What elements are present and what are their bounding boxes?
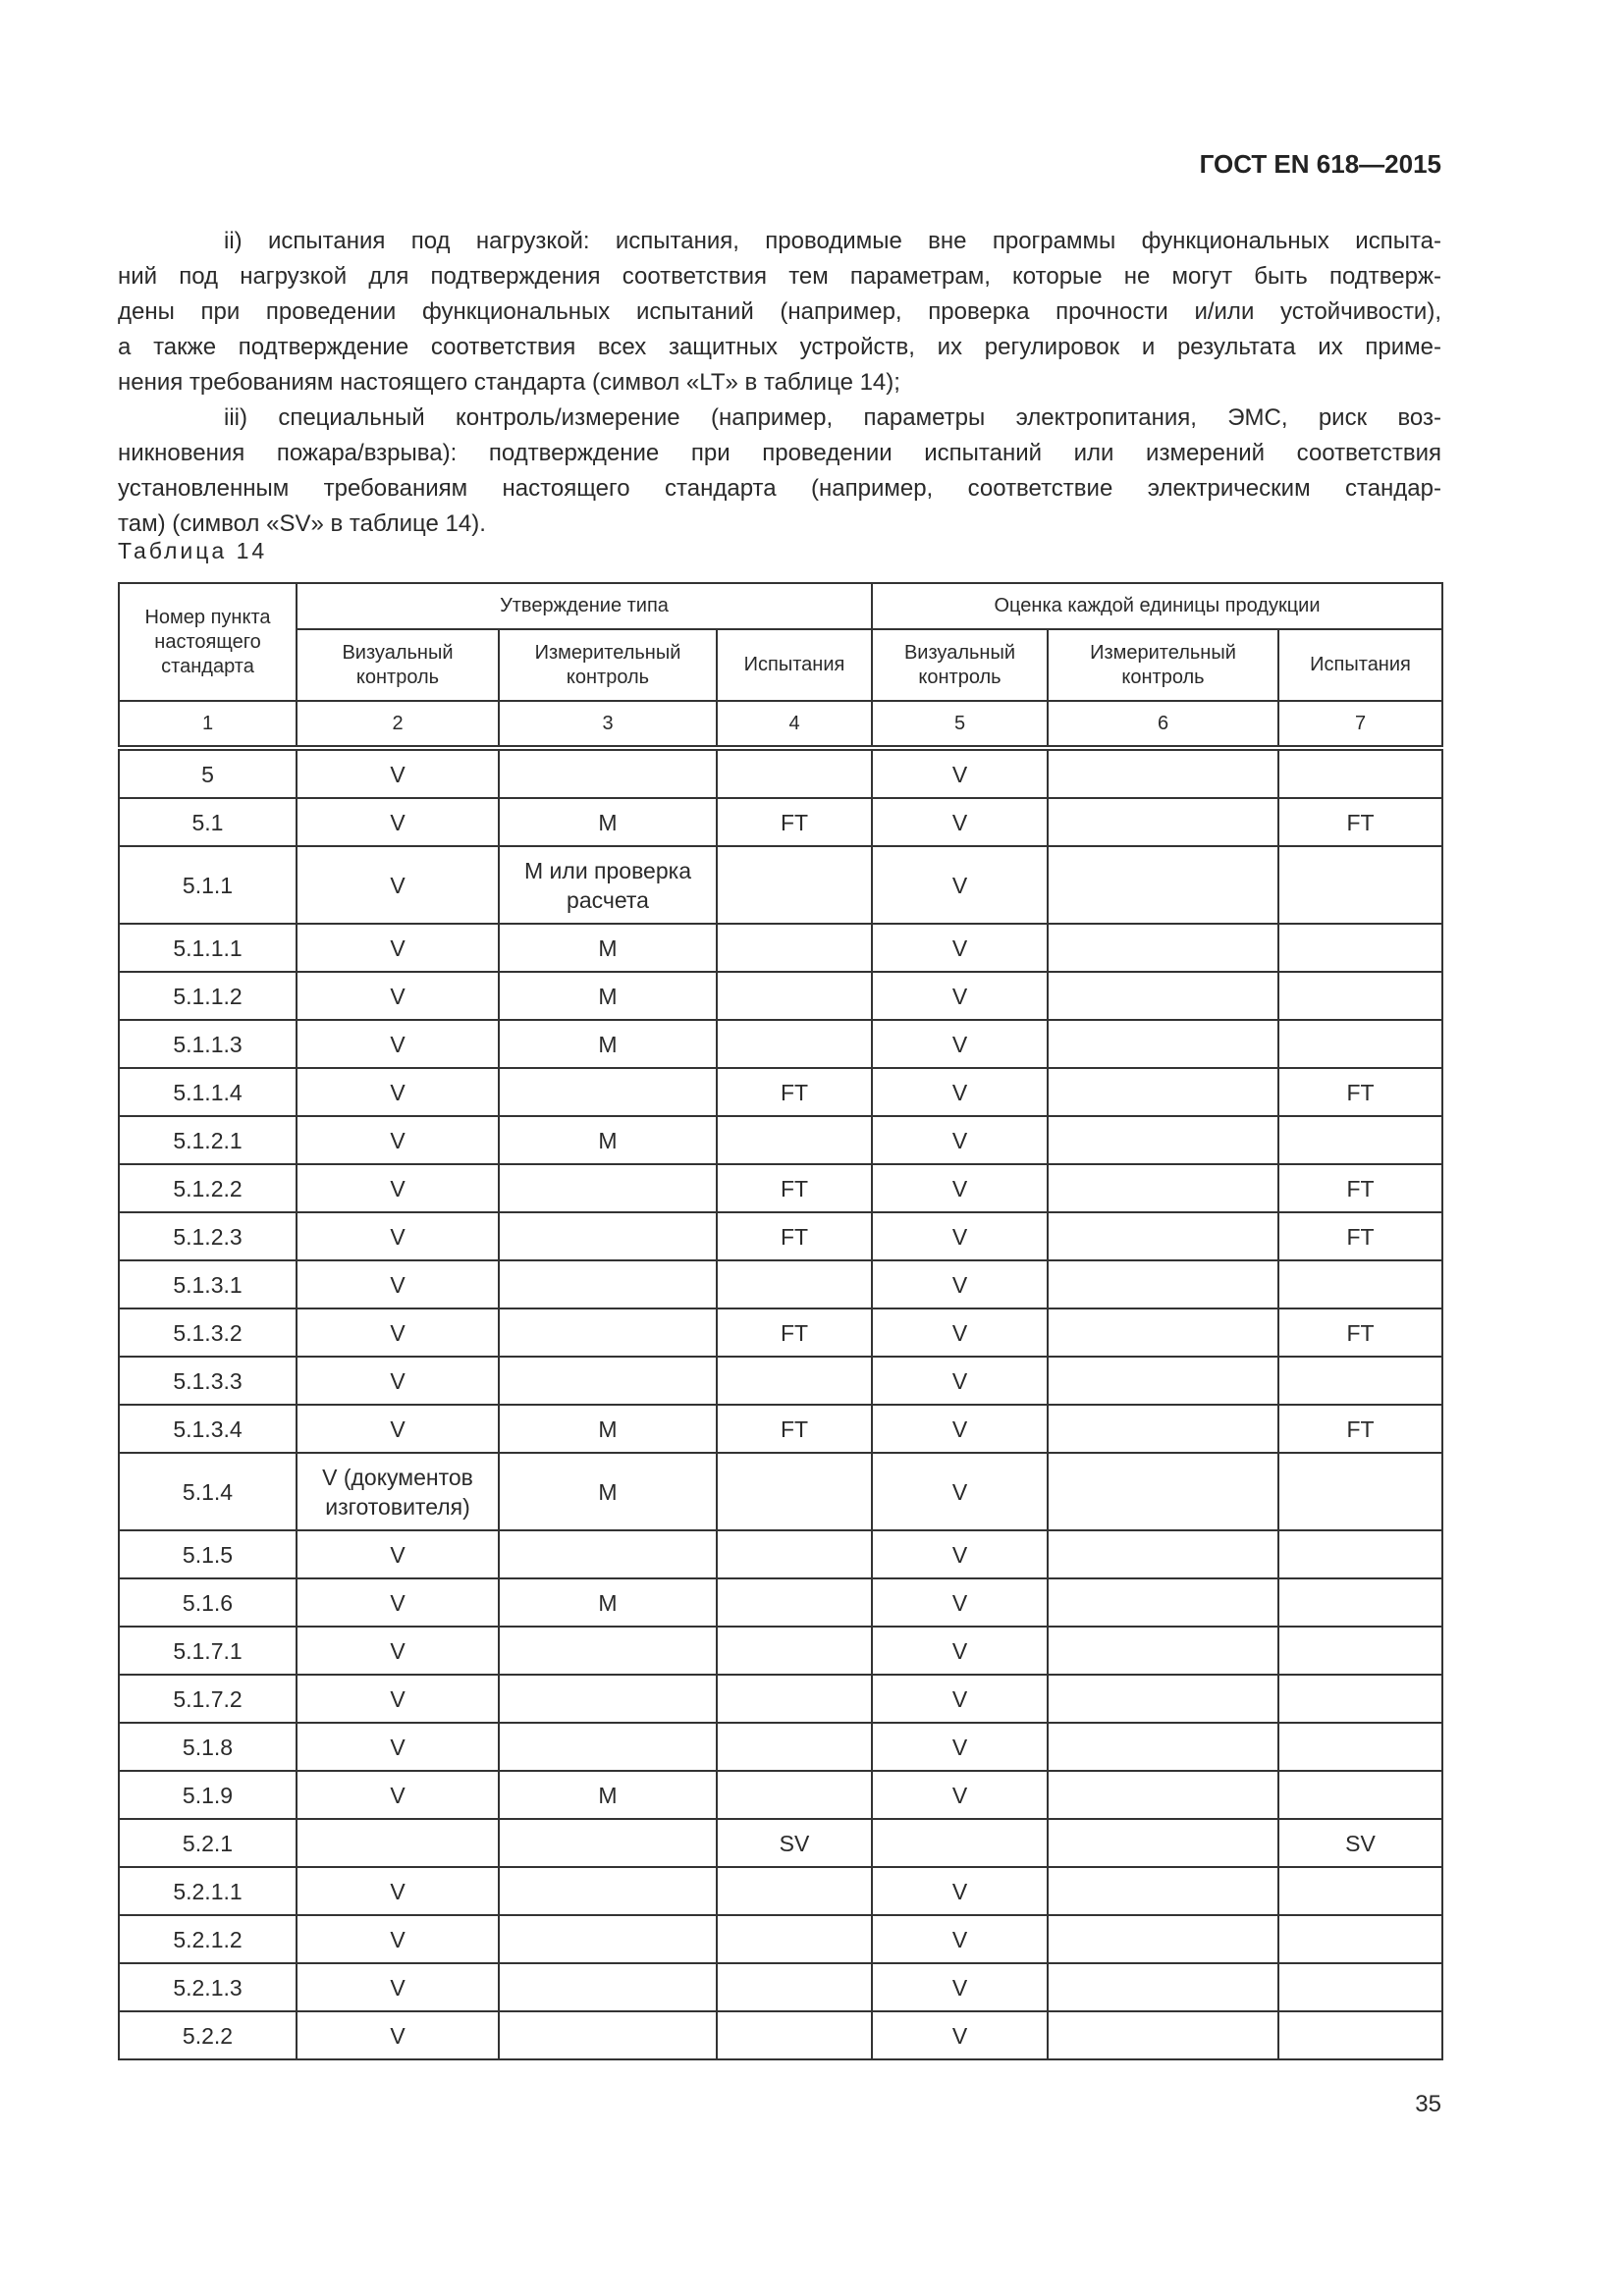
table-cell: V — [872, 1453, 1048, 1530]
paragraph-line: там) (символ «SV» в таблице 14). — [118, 510, 486, 537]
clause-number-cell: 5.1.1.2 — [119, 972, 297, 1020]
table-cell: V — [297, 1963, 499, 2011]
table-cell: V — [297, 748, 499, 798]
table-cell: V — [297, 924, 499, 972]
clause-number-cell: 5.2.1 — [119, 1819, 297, 1867]
table-cell — [1048, 846, 1278, 924]
table-row — [119, 1116, 1442, 1164]
table-cell — [1278, 748, 1442, 798]
table-cell: V — [872, 798, 1048, 846]
subheader: Визуальный контроль — [297, 629, 499, 701]
table-cell — [499, 1308, 717, 1357]
table-cell: V — [297, 1308, 499, 1357]
table-cell: V — [872, 1723, 1048, 1771]
table-cell: FT — [1278, 1068, 1442, 1116]
table-cell — [1048, 1405, 1278, 1453]
table-cell — [1278, 1530, 1442, 1578]
table-cell: V — [297, 1867, 499, 1915]
clause-number-cell: 5.1.3.2 — [119, 1308, 297, 1357]
table-row — [119, 748, 1442, 798]
table-cell — [499, 1357, 717, 1405]
table-row — [119, 1723, 1442, 1771]
table-cell — [1048, 1627, 1278, 1675]
table-row — [119, 924, 1442, 972]
table-cell — [1048, 972, 1278, 1020]
subheader: Визуальный контроль — [872, 629, 1048, 701]
table-cell: FT — [1278, 1212, 1442, 1260]
table-cell — [1048, 1453, 1278, 1530]
table-cell: M — [499, 972, 717, 1020]
clause-number-cell: 5.1.3.3 — [119, 1357, 297, 1405]
table-cell: V — [297, 2011, 499, 2059]
table-cell — [1048, 1867, 1278, 1915]
table-cell: V — [297, 1915, 499, 1963]
table-cell — [499, 748, 717, 798]
clause-number-cell: 5.1.2.1 — [119, 1116, 297, 1164]
table-cell — [499, 1068, 717, 1116]
clause-number-cell: 5.1.6 — [119, 1578, 297, 1627]
table-cell: M — [499, 1771, 717, 1819]
table-row — [119, 1453, 1442, 1530]
col1-header: Номер пункта настоящего стандарта — [119, 583, 297, 701]
clause-number-cell: 5.1 — [119, 798, 297, 846]
col-number: 4 — [717, 701, 872, 748]
body-text — [118, 224, 1441, 542]
clause-number-cell: 5.1.9 — [119, 1771, 297, 1819]
table-cell — [1048, 1308, 1278, 1357]
table-cell — [1278, 972, 1442, 1020]
table-cell — [872, 1819, 1048, 1867]
paragraph-line: никновения пожара/взрыва): подтверждение при проведении испытаний или измерений соответствия — [118, 440, 1441, 466]
table-cell — [717, 1578, 872, 1627]
clause-number-cell: 5.1.5 — [119, 1530, 297, 1578]
table-cell — [1048, 1068, 1278, 1116]
table-caption: Таблица 14 — [118, 538, 268, 563]
table-cell — [1278, 1723, 1442, 1771]
col-number: 2 — [297, 701, 499, 748]
table-cell: V — [872, 1308, 1048, 1357]
clause-number-cell: 5.1.2.3 — [119, 1212, 297, 1260]
table-cell — [717, 1530, 872, 1578]
table-cell: FT — [717, 798, 872, 846]
table-cell — [717, 972, 872, 1020]
table-cell — [717, 1675, 872, 1723]
table-cell — [499, 2011, 717, 2059]
table-cell — [717, 1357, 872, 1405]
table-cell: V — [872, 1675, 1048, 1723]
subheader: Испытания — [1278, 629, 1442, 701]
table-cell: M — [499, 798, 717, 846]
table-row — [119, 1771, 1442, 1819]
col-number: 1 — [119, 701, 297, 748]
table-cell — [717, 1723, 872, 1771]
table-cell: V — [297, 846, 499, 924]
table-cell — [1278, 1771, 1442, 1819]
table-cell — [499, 1675, 717, 1723]
table-cell: FT — [717, 1405, 872, 1453]
table-row — [119, 972, 1442, 1020]
table-cell: V — [872, 2011, 1048, 2059]
table-cell — [717, 1116, 872, 1164]
table-cell — [1278, 1020, 1442, 1068]
table-cell: SV — [1278, 1819, 1442, 1867]
table-cell: V — [297, 1357, 499, 1405]
table-row — [119, 2011, 1442, 2059]
paragraph-line: ii) испытания под нагрузкой: испытания, проводимые вне программы функциональных испыта- — [224, 228, 1441, 254]
table-cell — [1048, 1116, 1278, 1164]
table-cell — [717, 1453, 872, 1530]
table-cell: V — [872, 1116, 1048, 1164]
table-cell: V — [297, 1578, 499, 1627]
table-cell — [1048, 924, 1278, 972]
table-cell: V — [872, 1963, 1048, 2011]
table-cell — [1278, 1675, 1442, 1723]
table-cell — [717, 846, 872, 924]
paragraph-line: iii) специальный контроль/измерение (например, параметры электропитания, ЭМС, риск воз- — [224, 404, 1441, 431]
table-cell — [1048, 748, 1278, 798]
table-cell — [1048, 1530, 1278, 1578]
table-cell: SV — [717, 1819, 872, 1867]
table-cell: V — [872, 1771, 1048, 1819]
table-cell — [717, 1627, 872, 1675]
table-cell: FT — [717, 1308, 872, 1357]
paragraph-line: нения требованиям настоящего стандарта (символ «LT» в таблице 14); — [118, 369, 900, 396]
table-cell — [297, 1819, 499, 1867]
table-cell — [1048, 1212, 1278, 1260]
table-cell — [1278, 846, 1442, 924]
clause-number-cell: 5.1.7.1 — [119, 1627, 297, 1675]
table-row — [119, 1530, 1442, 1578]
table-cell: V — [872, 1530, 1048, 1578]
table-cell — [1048, 1164, 1278, 1212]
table-cell: FT — [1278, 1405, 1442, 1453]
table-cell — [1278, 1116, 1442, 1164]
table-row — [119, 1164, 1442, 1212]
clause-number-cell: 5.1.1 — [119, 846, 297, 924]
table-row — [119, 1963, 1442, 2011]
table-cell: V (документов изготовителя) — [297, 1453, 499, 1530]
table-cell — [1278, 1627, 1442, 1675]
paragraph-line: дены при проведении функциональных испытаний (например, проверка прочности и/или устойчивости), — [118, 298, 1441, 325]
table-cell — [499, 1627, 717, 1675]
table-cell: V — [872, 1164, 1048, 1212]
table-row — [119, 1357, 1442, 1405]
table-cell: V — [872, 1068, 1048, 1116]
table-cell: V — [297, 1771, 499, 1819]
table-cell: V — [872, 1867, 1048, 1915]
col-number: 3 — [499, 701, 717, 748]
table-cell: M — [499, 1405, 717, 1453]
clause-number-cell: 5.1.2.2 — [119, 1164, 297, 1212]
table-cell: V — [872, 846, 1048, 924]
clause-number-cell: 5.2.2 — [119, 2011, 297, 2059]
table-cell: V — [297, 1723, 499, 1771]
group-header-type-approval: Утверждение типа — [297, 583, 872, 629]
table-cell — [499, 1212, 717, 1260]
table-cell: V — [297, 1068, 499, 1116]
table-cell: V — [872, 1020, 1048, 1068]
table-cell — [717, 1771, 872, 1819]
table-cell — [499, 1819, 717, 1867]
clause-number-cell: 5.2.1.2 — [119, 1915, 297, 1963]
table-cell: M — [499, 924, 717, 972]
table-cell: V — [297, 798, 499, 846]
table-cell: FT — [1278, 1164, 1442, 1212]
document-id: ГОСТ EN 618—2015 — [1199, 149, 1441, 179]
table-cell: V — [872, 1357, 1048, 1405]
table-cell — [1048, 1260, 1278, 1308]
subheader: Измерительный контроль — [499, 629, 717, 701]
table-cell: V — [872, 1578, 1048, 1627]
table-cell — [717, 748, 872, 798]
table-row — [119, 1867, 1442, 1915]
table-cell: V — [872, 1627, 1048, 1675]
clause-number-cell: 5.1.7.2 — [119, 1675, 297, 1723]
table-cell: V — [872, 972, 1048, 1020]
table-cell: V — [872, 1915, 1048, 1963]
table-cell — [1278, 1867, 1442, 1915]
table-cell — [499, 1915, 717, 1963]
table-row — [119, 798, 1442, 846]
table-14 — [118, 582, 1443, 2060]
table-cell: FT — [717, 1212, 872, 1260]
table-cell — [1048, 798, 1278, 846]
table-cell — [1048, 1357, 1278, 1405]
paragraph-line: установленным требованиям настоящего стандарта (например, соответствие электрическим стандар- — [118, 475, 1441, 502]
table-cell: M — [499, 1020, 717, 1068]
table-cell: V — [872, 924, 1048, 972]
page-number: 35 — [1415, 2091, 1441, 2117]
clause-number-cell: 5.1.1.3 — [119, 1020, 297, 1068]
table-cell — [1278, 1915, 1442, 1963]
table-cell — [1048, 1723, 1278, 1771]
clause-number-cell: 5.1.1.1 — [119, 924, 297, 972]
col-number: 6 — [1048, 701, 1278, 748]
paragraph-line: ний под нагрузкой для подтверждения соответствия тем параметрам, которые не могут быть подтверж- — [118, 263, 1441, 290]
table-cell: FT — [717, 1164, 872, 1212]
subheader: Измерительный контроль — [1048, 629, 1278, 701]
table-cell: V — [297, 1260, 499, 1308]
table-cell — [499, 1530, 717, 1578]
table-cell: V — [297, 1675, 499, 1723]
table-cell: V — [297, 1116, 499, 1164]
subheader: Испытания — [717, 629, 872, 701]
table-row — [119, 1675, 1442, 1723]
table-row — [119, 1578, 1442, 1627]
clause-number-cell: 5.1.1.4 — [119, 1068, 297, 1116]
table-cell — [1278, 1357, 1442, 1405]
table-cell — [499, 1963, 717, 2011]
table-row — [119, 1260, 1442, 1308]
table-cell — [1048, 1020, 1278, 1068]
table-row — [119, 1308, 1442, 1357]
table-row — [119, 1627, 1442, 1675]
clause-number-cell: 5.2.1.3 — [119, 1963, 297, 2011]
table-row — [119, 846, 1442, 924]
col-number: 5 — [872, 701, 1048, 748]
table-cell: FT — [1278, 1308, 1442, 1357]
table-cell — [1048, 1771, 1278, 1819]
table-cell: M — [499, 1116, 717, 1164]
clause-number-cell: 5 — [119, 748, 297, 798]
col-number: 7 — [1278, 701, 1442, 748]
table-cell — [499, 1260, 717, 1308]
table-cell: V — [297, 1212, 499, 1260]
column-number-row — [119, 701, 1442, 748]
table-cell: V — [872, 1212, 1048, 1260]
table-row — [119, 1020, 1442, 1068]
table-cell: V — [872, 748, 1048, 798]
table-cell: FT — [717, 1068, 872, 1116]
table-cell: M — [499, 1578, 717, 1627]
table-cell: V — [872, 1405, 1048, 1453]
table-cell: V — [872, 1260, 1048, 1308]
table-cell: M или проверка расчета — [499, 846, 717, 924]
header-row-groups — [119, 583, 1442, 629]
table-cell — [1278, 1453, 1442, 1530]
table-cell — [1278, 1578, 1442, 1627]
clause-number-cell: 5.1.3.1 — [119, 1260, 297, 1308]
table-cell — [1048, 2011, 1278, 2059]
table-cell — [1048, 1675, 1278, 1723]
table-row — [119, 1819, 1442, 1867]
table-cell: FT — [1278, 798, 1442, 846]
clause-number-cell: 5.1.4 — [119, 1453, 297, 1530]
table-cell — [1048, 1578, 1278, 1627]
table-cell — [1048, 1915, 1278, 1963]
table-cell — [499, 1723, 717, 1771]
table-row — [119, 1405, 1442, 1453]
header-row-subheaders — [119, 629, 1442, 701]
table-cell — [1278, 924, 1442, 972]
table-row — [119, 1212, 1442, 1260]
table-cell — [1278, 2011, 1442, 2059]
table-cell: V — [297, 1020, 499, 1068]
clause-number-cell: 5.1.3.4 — [119, 1405, 297, 1453]
table-cell — [717, 924, 872, 972]
table-row — [119, 1915, 1442, 1963]
table-cell — [499, 1867, 717, 1915]
group-header-unit-assessment: Оценка каждой единицы продукции — [872, 583, 1442, 629]
table-cell: V — [297, 972, 499, 1020]
table-cell — [717, 1020, 872, 1068]
table-cell — [1048, 1963, 1278, 2011]
table-cell: V — [297, 1405, 499, 1453]
clause-number-cell: 5.1.8 — [119, 1723, 297, 1771]
table-cell: V — [297, 1164, 499, 1212]
table-cell: V — [297, 1627, 499, 1675]
table-cell: V — [297, 1530, 499, 1578]
table-cell: M — [499, 1453, 717, 1530]
table-cell — [717, 1867, 872, 1915]
table-cell — [1278, 1260, 1442, 1308]
table-cell — [717, 1915, 872, 1963]
clause-number-cell: 5.2.1.1 — [119, 1867, 297, 1915]
table-cell — [499, 1164, 717, 1212]
table-cell — [1278, 1963, 1442, 2011]
table-row — [119, 1068, 1442, 1116]
table-cell — [717, 1260, 872, 1308]
table-cell — [1048, 1819, 1278, 1867]
paragraph-line: а также подтверждение соответствия всех защитных устройств, их регулировок и результата их приме- — [118, 334, 1441, 360]
table-cell — [717, 2011, 872, 2059]
table-cell — [717, 1963, 872, 2011]
